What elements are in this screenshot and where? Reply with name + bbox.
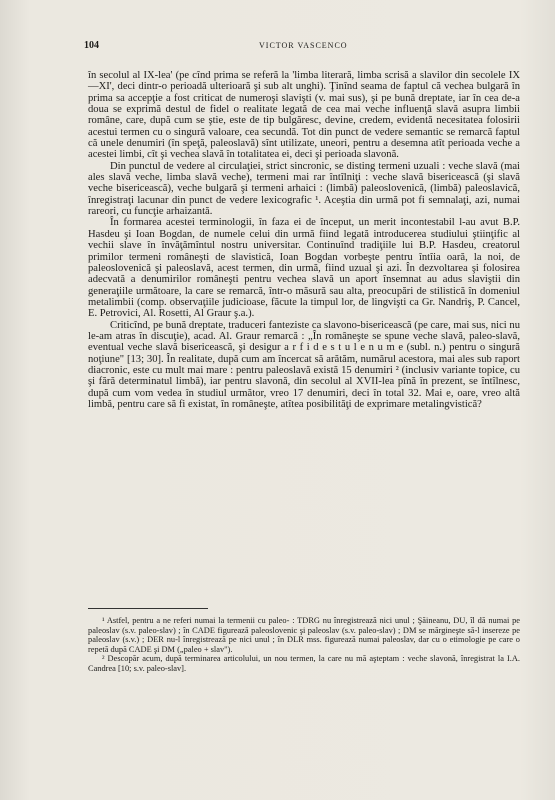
footnote-divider [88, 608, 208, 609]
paragraph: Criticînd, pe bună dreptate, traduceri fanteziste ca slavono-bisericească (pe care, mai sus, nici nu le-am atras în discuţie), acad. Al. Graur remarcă : „În româneşte se spune veche slavă, paleo-slavă, eventual veche slavă bisericească, şi desigur a r f i d e s t u l e n u m e (subl. n.) pentru o singură noţiune" [13; 30]. În realitate, după cum am încercat să arătăm, numărul acestora, mai ales sub raport diacronic, este cu mult mai mare : pentru paleoslavă există 15 denumiri ² (inclusiv variante topice, cu şi fără determinatul limbă), iar pentru slavonă, din secolul al XVII-lea pînă în prezent, se întîlnesc, după cum vom vedea în studiul următor, vreo 17 denumiri, deci în total 32. Mai e, oare, vreo altă limbă, pentru care să fi existat, în româneşte, atîtea posibilităţi de exprimare metalingvistică? [88, 319, 520, 410]
paragraph: Din punctul de vedere al circulaţiei, strict sincronic, se disting termeni uzuali : veche slavă (mai ales slavă veche, limba slavă veche), termeni mai rar întîlniţi : veche slavă bisericească (şi slavă veche bisericească), veche bulgară şi termeni arhaici : (limbă) paleoslovenică, (limbă) paleoslavică, înregistraţi lacunar din punct de vedere lexicografic ¹. Aceştia din urmă pot fi semnalaţi, azi, numai rareori, cu funcţie arhaizantă. [88, 160, 520, 218]
page-header [84, 40, 524, 54]
running-title: VICTOR VASCENCO [259, 41, 348, 50]
footnotes [88, 616, 520, 674]
footnote: ¹ Astfel, pentru a ne referi numai la termenii cu paleo- : TDRG nu înregistrează nici unul ; Şăineanu, DU, îl dă numai pe paleoslav (s.v. paleo-slav) ; în CADE figurează paleoslovenic şi paleoslav (s.v. paleo-slav) ; DM se mărgineşte să-l insereze pe paleoslav (s.v.) ; DER nu-l înregistrează pe nici unul ; în DLR mss. figurează numai paleoslav, dar cu o etimologie pe care o repetă după CADE şi DM („paleo + slav"). [88, 616, 520, 654]
paragraph: în secolul al IX-lea' (pe cînd prima se referă la 'limba literară, limba scrisă a slavilor din secolele IX—XI', deci dintr-o perioadă ulterioară şi sub alt unghi). Ţinînd seama de faptul că vechea bulgară în prima sa accepţie a fost criticat de numeroşi slavişti (v. mai sus), şi pe bună dreptate, iar în cea de-a doua se exprimă destul de fidel o realitate legată de cea mai veche influenţă slavă asupra limbii române, care, după cum se ştie, este de tip bulgăresc, devine, credem, evidentă necesitatea folosirii acestui termen cu o singură valoare, cea secundă. Tot din punct de vedere semantic se remarcă faptul că unele denumiri (în speţă, paleoslavă) sînt utilizate, uneori, pentru a desemna atît perioada veche a acestei limbi, cît şi vechea slavă în totalitatea ei, deci şi perioada slavonă. [88, 70, 520, 161]
footnote: ² Descopăr acum, după terminarea articolului, un nou termen, la care nu mă aşteptam : veche slavonă, înregistrat la I.A. Candrea [10; s.v. paleo-slav]. [88, 654, 520, 673]
paragraph: În formarea acestei terminologii, în faza ei de început, un merit incontestabil l-au avut B.P. Hasdeu şi Ioan Bogdan, de numele celui din urmă fiind legată introducerea studiului ştiinţific al vechii slave în învăţămîntul nostru universitar. Continuînd tradiţiile lui B.P. Hasdeu, creatorul primilor termeni româneşti de slavistică, Ioan Bogdan vorbeşte pentru întîia oară, la noi, de paleoslovenică şi paleoslavă, acest termen, din urmă, fiind uzual şi azi. În dezvoltarea şi folosirea adecvată a denumirilor româneşti pentru vechea slavă un aport însemnat au adus slaviştii din generaţiile următoare, la care se remarcă, într-o măsură sau alta, preocupări de stilistică în domeniul metalimbii (comp. observaţiile judicioase, făcute la timpul lor, de lingvişti ca Gr. Nandriş, P. Cancel, E. Petrovici, Al. Rosetti, Al Graur ş.a.). [88, 217, 520, 320]
page-number: 104 [84, 40, 99, 51]
main-text [88, 70, 520, 410]
